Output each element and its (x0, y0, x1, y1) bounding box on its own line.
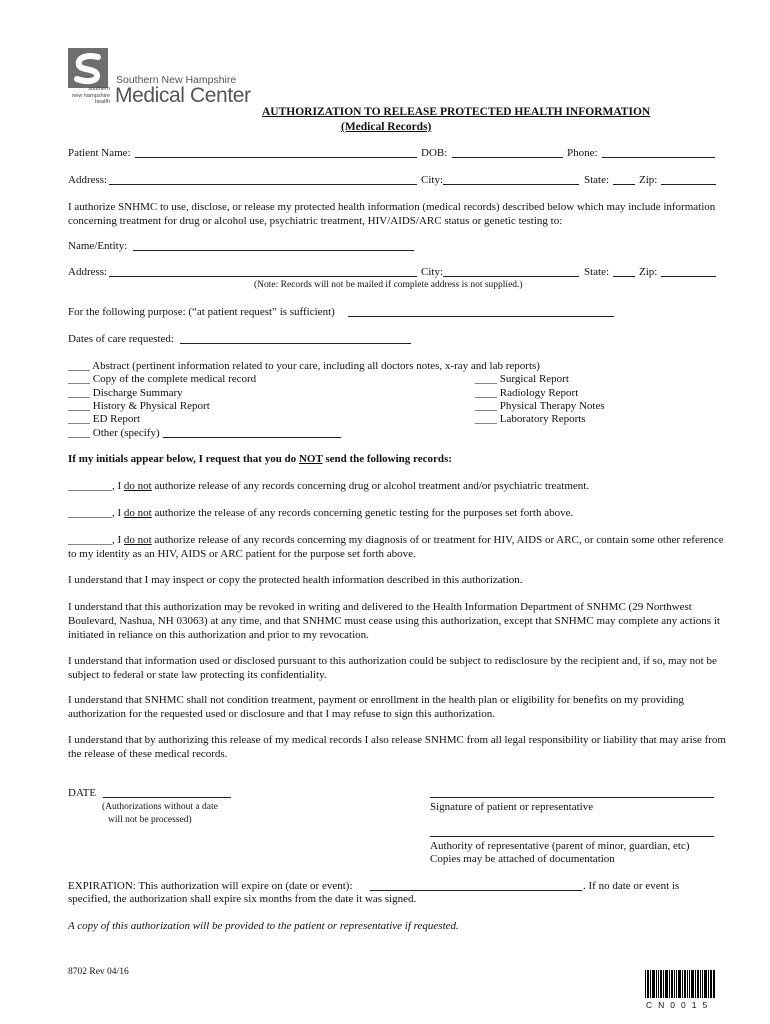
date-note-line2: will not be processed) (108, 815, 192, 825)
record-option[interactable] (68, 400, 210, 412)
patient-city-field[interactable] (443, 184, 579, 185)
record-option-label: Surgical Report (499, 373, 569, 385)
statement-revoke: I understand that this authorization may be revoked in writing and delivered to the Health Information Department of SNHMC (29 Northwest Boulevard, Nashua, NH 03063) at any time, and that SNHMC must cease using this authorization, except that SNHMC may complete any actions it initiated in reliance on this authorization and prior to my revocation. (68, 601, 720, 642)
record-blank[interactable]: ____ (68, 427, 90, 439)
record-blank[interactable]: ____ (68, 400, 90, 412)
record-option-label: Other (specify) (92, 427, 160, 439)
expiration-tail: . If no date or event is (583, 880, 680, 892)
other-specify-field[interactable] (163, 437, 341, 438)
record-option-label: History & Physical Report (92, 400, 210, 412)
barcode (645, 970, 715, 998)
initials-heading-post: send the following records: (322, 453, 452, 465)
do-not-text: do not (123, 480, 152, 492)
record-blank[interactable]: ____ (475, 373, 497, 385)
copies-label: Copies may be attached of documentation (430, 853, 615, 865)
record-option-label: ED Report (92, 413, 141, 425)
record-option-label: Copy of the complete medical record (92, 373, 257, 385)
dates-label: Dates of care requested: (68, 333, 174, 345)
patient-state-label: State: (584, 174, 610, 186)
date-note-line1: (Authorizations without a date (102, 802, 218, 812)
record-blank[interactable]: ____ (68, 360, 90, 372)
address-note: (Note: Records will not be mailed if complete address is not supplied.) (254, 280, 523, 290)
record-option-label: Laboratory Reports (499, 413, 586, 425)
record-option-label: Radiology Report (499, 387, 579, 399)
patient-name-label: Patient Name: (68, 147, 131, 159)
date-label: DATE (68, 787, 97, 799)
record-blank[interactable]: ____ (475, 400, 497, 412)
recipient-city-label: City: (421, 266, 444, 278)
recipient-address-label: Address: (68, 266, 108, 278)
date-field[interactable] (103, 797, 231, 798)
recipient-zip-field[interactable] (661, 276, 716, 277)
record-blank[interactable]: ____ (475, 387, 497, 399)
phone-label: Phone: (567, 147, 598, 159)
dob-label: DOB: (421, 147, 448, 159)
patient-state-field[interactable] (613, 184, 635, 185)
record-option[interactable] (68, 427, 160, 439)
record-blank[interactable]: ____ (68, 413, 90, 425)
initials-heading-not: NOT (298, 453, 323, 465)
initials-blank[interactable]: ________ (68, 534, 112, 546)
record-blank[interactable]: ____ (68, 373, 90, 385)
statement-condition: I understand that SNHMC shall not condition treatment, payment or enrollment in the health plan or eligibility for benefits on my providing authorization for the requested used or disclosure and that I may refuse to sign this authorization. (68, 694, 684, 721)
initials-i: , I (112, 480, 124, 492)
initials-item-drug (68, 480, 589, 492)
patient-zip-field[interactable] (661, 184, 716, 185)
recipient-zip-label: Zip: (639, 266, 658, 278)
initials-item-rest: authorize the release of any records concerning genetic testing for the purposes set forth above. (151, 507, 574, 519)
initials-item-rest: authorize release of any records concerning drug or alcohol treatment and/or psychiatric treatment. (151, 480, 590, 492)
record-option-label: Abstract (pertinent information related to your care, including all doctors notes, x-ray and lab reports) (92, 360, 540, 372)
recipient-address-field[interactable] (109, 276, 417, 277)
record-option[interactable] (475, 373, 569, 385)
patient-name-field[interactable] (135, 157, 417, 158)
logo-small-line: health (94, 99, 110, 105)
statement-inspect: I understand that I may inspect or copy the protected health information described in this authorization. (68, 574, 523, 586)
patient-zip-label: Zip: (639, 174, 658, 186)
patient-address-label: Address: (68, 174, 108, 186)
record-option[interactable] (68, 387, 183, 399)
dob-field[interactable] (452, 157, 563, 158)
logo-small-line: new hampshire (72, 92, 110, 99)
statement-redisclosure: I understand that information used or disclosed pursuant to this authorization could be subject to redisclosure by the recipient and, if so, may not be subject to federal or state law protecting its confidentiality. (68, 655, 717, 682)
record-blank[interactable]: ____ (68, 387, 90, 399)
record-option[interactable] (68, 413, 140, 425)
logo-mark (68, 48, 108, 88)
record-option[interactable] (475, 413, 586, 425)
logo-s-icon (68, 48, 108, 88)
form-number: 8702 Rev 04/16 (68, 967, 129, 977)
do-not-text: do not (123, 534, 152, 546)
form-subtitle: (Medical Records) (341, 121, 432, 133)
logo-top-text: Southern New Hampshire (116, 74, 237, 86)
statement-release: I understand that by authorizing this release of my medical records I also release SNHMC from all legal responsibility or liability that may arise from the release of these medical records. (68, 734, 726, 761)
record-option-label: Physical Therapy Notes (499, 400, 605, 412)
recipient-state-label: State: (584, 266, 610, 278)
barcode-text: CN0015 (646, 1000, 714, 1010)
recipient-name-field[interactable] (133, 250, 414, 251)
purpose-label: For the following purpose: (“at patient request” is sufficient) (68, 306, 335, 318)
copy-note: A copy of this authorization will be provided to the patient or representative if requested. (68, 920, 459, 932)
recipient-name-label: Name/Entity: (68, 240, 128, 252)
record-option[interactable] (475, 400, 605, 412)
record-option[interactable] (68, 360, 540, 372)
record-option[interactable] (68, 373, 256, 385)
expiration-label: EXPIRATION: This authorization will expire on (date or event): (68, 880, 353, 892)
expiration-line2: specified, the authorization shall expire six months from the date it was signed. (68, 893, 417, 905)
authorize-text: I authorize SNHMC to use, disclose, or release my protected health information (medical records) described below which may include information concerning treatment for drug or alcohol use, psychiatric treatment, HIV/AIDS/ARC status or genetic testing to: (68, 201, 716, 228)
initials-item-rest: authorize release of any records concerning my diagnosis of or treatment for HIV, AIDS or ARC, or contain some other reference to my identity as an HIV, AIDS or ARC patient for the purpose set forth above. (68, 534, 724, 561)
initials-item-hiv (68, 533, 728, 561)
record-blank[interactable]: ____ (475, 413, 497, 425)
do-not-text: do not (123, 507, 152, 519)
initials-blank[interactable]: ________ (68, 480, 112, 492)
expiration-field[interactable] (370, 890, 582, 891)
initials-i: , I (112, 507, 124, 519)
logo-main-text: Medical Center (115, 84, 251, 107)
form-title: AUTHORIZATION TO RELEASE PROTECTED HEALTH INFORMATION (262, 106, 651, 118)
record-option-label: Discharge Summary (92, 387, 183, 399)
phone-field[interactable] (602, 157, 715, 158)
initials-heading (68, 453, 452, 465)
initials-blank[interactable]: ________ (68, 507, 112, 519)
initials-item-genetic (68, 507, 573, 519)
initials-i: , I (112, 534, 124, 546)
dates-field[interactable] (180, 343, 411, 344)
authority-label: Authority of representative (parent of minor, guardian, etc) (430, 840, 690, 852)
initials-heading-pre: If my initials appear below, I request that you do (68, 453, 299, 465)
patient-city-label: City: (421, 174, 444, 186)
record-option[interactable] (475, 387, 578, 399)
signature-field[interactable] (430, 797, 714, 798)
recipient-city-field[interactable] (443, 276, 579, 277)
recipient-state-field[interactable] (613, 276, 635, 277)
patient-address-field[interactable] (109, 184, 417, 185)
purpose-field[interactable] (348, 316, 614, 317)
signature-label: Signature of patient or representative (430, 801, 594, 813)
logo-small-text (62, 86, 110, 106)
logo-small-line: southern (88, 86, 110, 92)
authority-field[interactable] (430, 836, 714, 837)
